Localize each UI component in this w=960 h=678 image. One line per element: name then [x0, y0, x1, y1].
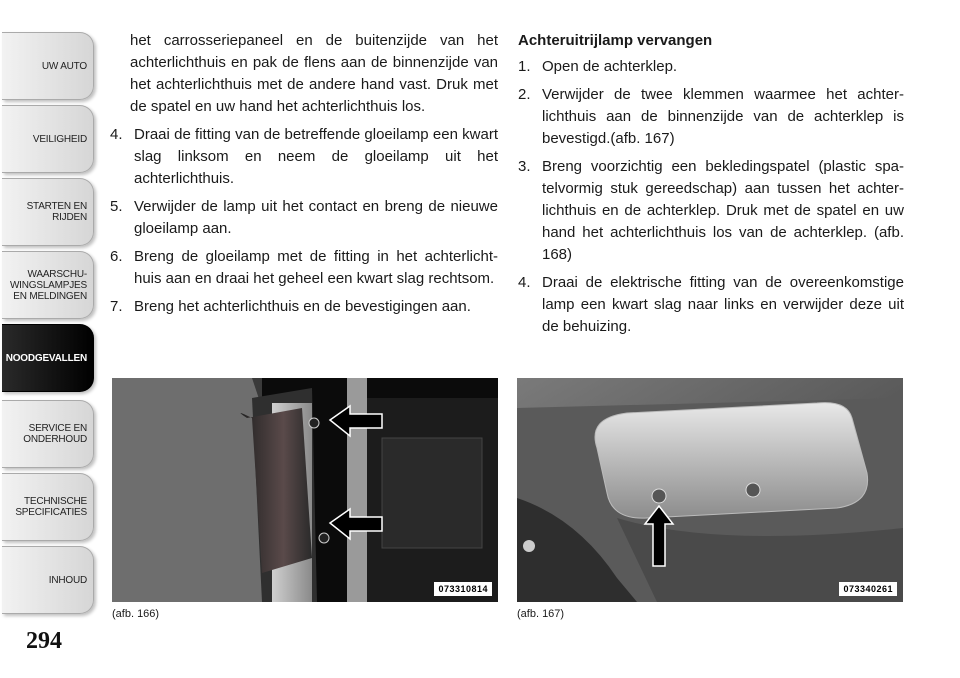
- tab-label: TECHNISCHE SPECIFICATIES: [15, 496, 87, 518]
- step-text: Verwijder de lamp uit het contact en breng de nieuwe gloeilamp aan.: [134, 198, 498, 237]
- tab-label: NOODGEVALLEN: [5, 352, 87, 364]
- list-item: [518, 84, 904, 150]
- list-item: [518, 272, 904, 338]
- chapter-tabs: [0, 0, 98, 640]
- tab-label: SERVICE EN ONDERHOUD: [23, 423, 87, 445]
- step-text: Verwijder de twee klemmen waarmee het achter-lichthuis aan de binnenzijde van de achterklep is bevestigd.(afb. 167): [542, 86, 904, 147]
- tab-inhoud[interactable]: [2, 546, 94, 614]
- tab-noodgevallen[interactable]: [2, 324, 94, 392]
- list-item: [110, 124, 498, 190]
- step-number: 7.: [110, 298, 123, 315]
- list-item: [110, 296, 498, 318]
- left-steps-list: [110, 124, 498, 318]
- figure-code: 073340261: [839, 582, 897, 596]
- right-steps-list: [518, 56, 904, 338]
- step-number: 4.: [518, 274, 531, 291]
- list-item: [518, 56, 904, 78]
- figure-code: 073310814: [434, 582, 492, 596]
- tab-label: WAARSCHU- WINGSLAMPJES EN MELDINGEN: [9, 268, 87, 302]
- step-text: Open de achterklep.: [542, 58, 678, 75]
- tab-waarschuwingslampjes[interactable]: [2, 251, 94, 319]
- section-heading: Achteruitrijlamp vervangen: [518, 32, 713, 49]
- step-text: Breng de gloeilamp met de fitting in het achterlicht-huis aan en draai het geheel een kwart slag rechtsom.: [134, 248, 498, 287]
- step-text: Breng het achterlichthuis en de bevestigingen aan.: [134, 298, 471, 315]
- tab-service-en-onderhoud[interactable]: [2, 400, 94, 468]
- figure-166-photo: [112, 378, 498, 602]
- step-number: 1.: [518, 58, 531, 75]
- list-item: [110, 196, 498, 240]
- step-number: 2.: [518, 86, 531, 103]
- step-text: Draai de fitting van de betreffende gloeilamp een kwart slag linksom en neem de gloeilamp uit het achterlichthuis.: [134, 126, 498, 187]
- step-number: 6.: [110, 248, 123, 265]
- step-number: 5.: [110, 198, 123, 215]
- figure-caption: (afb. 167): [517, 608, 565, 620]
- list-item: [110, 246, 498, 290]
- continuation-paragraph: het carrosseriepaneel en de buitenzijde van het achterlichthuis en pak de flens aan de binnenzijde van het achterlichthuis met de andere hand vast. Druk met de spatel en uw hand het achterlichthuis los.: [130, 32, 498, 115]
- step-text: Draai de elektrische fitting van de overeenkomstige lamp een kwart slag naar links en verwijder deze uit de behuizing.: [542, 274, 904, 335]
- right-column: [518, 30, 904, 344]
- figure-caption: (afb. 166): [112, 608, 160, 620]
- step-number: 4.: [110, 126, 123, 143]
- tab-technische-specificaties[interactable]: [2, 473, 94, 541]
- tab-starten-en-rijden[interactable]: [2, 178, 94, 246]
- tab-label: STARTEN EN RIJDEN: [26, 201, 87, 223]
- tab-label: INHOUD: [48, 574, 87, 586]
- left-column: [110, 30, 498, 324]
- liftgate-panel-illustration: [517, 378, 903, 602]
- list-item: [518, 156, 904, 266]
- tail-light-illustration: [112, 378, 498, 602]
- step-text: Breng voorzichtig een bekledingspatel (plastic spa-telvormig stuk gereedschap) aan tussen het achter-lichthuis en de achterklep. Druk met de spatel en uw hand het achterlichthuis los van de achterklep. (afb. 168): [542, 158, 904, 263]
- step-number: 3.: [518, 158, 531, 175]
- tab-veiligheid[interactable]: [2, 105, 94, 173]
- tab-uw-auto[interactable]: [2, 32, 94, 100]
- tab-label: VEILIGHEID: [32, 133, 87, 145]
- page-number: 294: [26, 628, 62, 654]
- figure-167-photo: [517, 378, 903, 602]
- tab-label: UW AUTO: [41, 60, 87, 72]
